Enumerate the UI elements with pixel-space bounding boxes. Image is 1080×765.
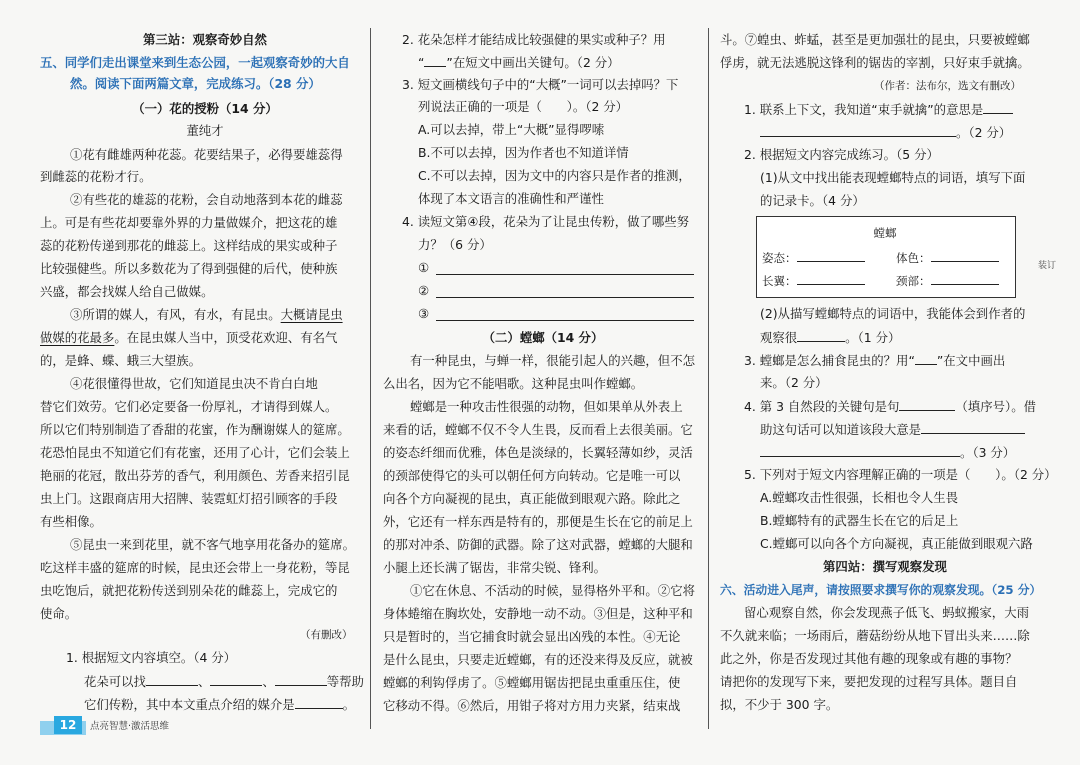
question-3-cont: 列说法正确的一项是（ ）。（2 分） bbox=[418, 99, 629, 114]
p1-paragraph-5-cont: 吃这样丰盛的筵席的时候，昆虫还会带上一身花粉，等昆 bbox=[40, 560, 350, 575]
answer-blank[interactable] bbox=[983, 99, 1013, 114]
r2-score: 。（1 分） bbox=[845, 330, 901, 345]
binding-edge-mark: 装订 bbox=[1038, 261, 1057, 271]
p2-source-note: （作者：法布尔，选文有删改） bbox=[874, 80, 1021, 92]
p1-paragraph-2-cont: 兴盛，都会找媒人给自己做媒。 bbox=[40, 284, 214, 299]
r4-text-a: 4. 第 3 自然段的关键句是句 bbox=[744, 399, 900, 414]
card-blank-body-color[interactable] bbox=[931, 247, 999, 262]
answer-blank[interactable] bbox=[146, 671, 198, 686]
question-2-cont bbox=[418, 52, 620, 73]
question-2: 2. 花朵怎样才能结成比较强健的果实或种子？用 bbox=[402, 32, 666, 47]
p1-paragraph-1: ①花有雌雄两种花蕊。花要结果子，必得要雄蕊得 bbox=[70, 147, 343, 162]
question-4-cont: 力？（6 分） bbox=[418, 237, 492, 252]
card-label-posture: 姿态： bbox=[762, 251, 797, 265]
question-r4 bbox=[744, 396, 1036, 417]
question-1: 1. 根据短文内容填空。（4 分） bbox=[66, 650, 237, 665]
p1-paragraph-2: ②有些花的雄蕊的花粉，会自动地落到本花的雌蕊 bbox=[70, 192, 343, 207]
answer-blank[interactable] bbox=[275, 671, 327, 686]
question-1-blanks bbox=[84, 671, 364, 692]
p1-paragraph-5: ⑤昆虫一来到花里，就不客气地享用花备办的筵席。 bbox=[70, 537, 355, 552]
q1-text-b: 等帮助 bbox=[326, 674, 364, 689]
answer-blank[interactable] bbox=[921, 419, 1025, 434]
question-r2-sub2-cont bbox=[760, 327, 900, 348]
q2-quote-open: “ bbox=[418, 55, 425, 70]
question-r1 bbox=[744, 99, 1013, 120]
answer-blank[interactable] bbox=[210, 671, 262, 686]
p2-paragraph-2-cont: 来看的话，螳螂不仅不令人生畏，反而看上去很美丽。它 bbox=[383, 422, 693, 437]
station4-title: 第四站：撰写观察发现 bbox=[823, 559, 947, 574]
r4-text-b: （填序号）。借 bbox=[955, 399, 1036, 414]
answer-line[interactable] bbox=[436, 274, 694, 275]
p1-paragraph-4: ④花很懂得世故，它们知道昆虫决不肯白白地 bbox=[70, 376, 318, 391]
q3-option-c-cont: 体现了本文语言的准确性和严谨性 bbox=[418, 191, 604, 206]
p2-paragraph-2-cont: 外，它还有一样东西是特有的，那便是生长在它的前足上 bbox=[383, 514, 693, 529]
column-divider-right bbox=[708, 28, 709, 729]
q5-option-c[interactable]: C.螳螂可以向各个方向凝视，真正能做到眼观六路 bbox=[760, 536, 1033, 551]
card-blank-wings[interactable] bbox=[797, 270, 865, 285]
passage2-title: （二）螳螂（14 分） bbox=[482, 330, 604, 345]
passage1-title: （一）花的授粉（14 分） bbox=[132, 101, 278, 116]
q1-text-d: 。 bbox=[342, 697, 356, 712]
p2-paragraph-1: 有一种昆虫，与蝉一样，很能引起人的兴趣，但不怎 bbox=[410, 353, 695, 368]
answer-blank[interactable] bbox=[899, 396, 955, 411]
question-r4-cont2 bbox=[760, 442, 1015, 463]
q3-option-a[interactable]: A.可以去掉，带上“大概”显得啰嗦 bbox=[418, 122, 605, 137]
card-field-wings bbox=[762, 270, 865, 291]
answer-blank[interactable] bbox=[424, 52, 446, 67]
card-blank-neck[interactable] bbox=[931, 270, 999, 285]
q2-quote-close: ”在短文中画出关键句。（2 分） bbox=[446, 55, 620, 70]
p1-paragraph-4-cont: 替它们效劳。它们必定要备一份厚礼，才请得到媒人。 bbox=[40, 399, 338, 414]
r3-text-b: ”在文中画出 bbox=[936, 353, 1006, 368]
question-r2-sub1: (1)从文中找出能表现螳螂特点的词语，填写下面 bbox=[760, 170, 1026, 185]
q5-option-a[interactable]: A.螳螂攻击性很强，长相也令人生畏 bbox=[760, 490, 959, 505]
p2-paragraph-2-cont: 向各个方向凝视的昆虫，真正能做到眼观六路。除此之 bbox=[383, 491, 681, 506]
q1-separator: 、 bbox=[197, 674, 211, 689]
answer-blank[interactable] bbox=[760, 442, 960, 457]
p1-paragraph-5-cont: 虫吃饱后，就把花粉传送到别朵花的雌蕊上，完成它的 bbox=[40, 583, 338, 598]
page-number: 12 bbox=[54, 716, 82, 734]
section5-instruction: 五、同学们走出课堂来到生态公园，一起观察奇妙的大自 bbox=[40, 55, 350, 70]
p2-paragraph-1-cont: 么出名，因为它不能唱歌。这种昆虫叫作螳螂。 bbox=[383, 376, 644, 391]
p2-paragraph-2-cont: 小腿上还长满了锯齿，非常尖锐、锋利。 bbox=[383, 560, 607, 575]
p2-paragraph-2: 螳螂是一种攻击性很强的动物，但如果单从外表上 bbox=[410, 399, 683, 414]
answer-line[interactable] bbox=[436, 297, 694, 298]
series-name: 点亮智慧·激活思维 bbox=[90, 721, 170, 732]
question-4: 4. 读短文第④段，花朵为了让昆虫传粉，做了哪些努 bbox=[402, 214, 690, 229]
p1-paragraph-3-cont: 的，是蜂、蝶、蛾三大望族。 bbox=[40, 353, 202, 368]
station3-title: 第三站：观察奇妙自然 bbox=[143, 32, 267, 47]
p1-paragraph-2-cont: 上。可是有些花却要靠外界的力量做媒介，把这花的雄 bbox=[40, 215, 338, 230]
question-3: 3. 短文画横线句子中的“大概”一词可以去掉吗？下 bbox=[402, 77, 679, 92]
q4-answer-label-3: ③ bbox=[418, 306, 430, 321]
r1-score: 。（2 分） bbox=[956, 125, 1012, 140]
section6-prompt-cont: 此之外，你是否发现过其他有趣的现象或有趣的事物？ bbox=[720, 651, 1018, 666]
p1-paragraph-3-text: ③所谓的媒人，有风，有水，有昆虫。 bbox=[70, 307, 281, 322]
p1-paragraph-2-cont: 蕊的花粉传递到那花的雌蕊上。这样结成的果实或种子 bbox=[40, 238, 338, 253]
p1-paragraph-3 bbox=[70, 305, 343, 325]
card-field-body-color bbox=[896, 247, 999, 268]
section6-prompt-cont: 拟，不少于 300 字。 bbox=[720, 697, 839, 712]
answer-line[interactable] bbox=[436, 320, 694, 321]
card-field-neck bbox=[896, 270, 999, 291]
answer-blank[interactable] bbox=[295, 694, 343, 709]
section6-instruction: 六、活动进入尾声，请按照要求撰写你的观察发现。（25 分） bbox=[720, 583, 1042, 597]
p2-paragraph-2-cont: 的颈部使得它的头可以朝任何方向转动。它是唯一可以 bbox=[383, 468, 681, 483]
section5-instruction-cont: 然。阅读下面两篇文章，完成练习。（28 分） bbox=[70, 76, 321, 91]
card-label-body-color: 体色： bbox=[896, 251, 931, 265]
card-blank-posture[interactable] bbox=[797, 247, 865, 262]
question-r3 bbox=[744, 350, 1005, 371]
p2-paragraph-3: ①它在休息、不活动的时候，显得格外平和。②它将 bbox=[410, 583, 695, 598]
question-r1-cont bbox=[760, 122, 1011, 143]
p1-paragraph-4-cont: 有些相像。 bbox=[40, 514, 102, 529]
passage1-author: 董纯才 bbox=[186, 123, 224, 138]
p1-paragraph-3-rest: 。在昆虫媒人当中，顶受花欢迎、有名气 bbox=[114, 330, 338, 345]
p1-source-note: （有删改） bbox=[300, 629, 353, 641]
p1-paragraph-1-cont: 到雌蕊的花粉才行。 bbox=[40, 169, 152, 184]
p1-paragraph-5-cont: 使命。 bbox=[40, 606, 78, 621]
card-label-wings: 长翼： bbox=[762, 274, 797, 288]
r1-text: 1. 联系上下文，我知道“束手就擒”的意思是 bbox=[744, 102, 984, 117]
answer-blank[interactable] bbox=[760, 122, 956, 137]
p2-paragraph-2-cont: 的那对冲杀、防御的武器。除了这对武器，螳螂的大腿和 bbox=[383, 537, 693, 552]
section6-prompt-cont: 请把你的发现写下来，要把发现的过程写具体。题目自 bbox=[720, 674, 1018, 689]
section6-prompt-cont: 不久就来临；一场雨后，蘑菇纷纷从地下冒出头来……除 bbox=[720, 628, 1030, 643]
card-field-posture bbox=[762, 247, 865, 268]
p1-paragraph-2-cont: 比较强健些。所以多数花为了得到强健的后代，使种族 bbox=[40, 261, 338, 276]
p2-paragraph-3-cont: 只是暂时的，当它捕食时就会显出凶残的本性。④无论 bbox=[383, 629, 681, 644]
p1-paragraph-4-cont: 花恐怕昆虫不知道它们有花蜜，还用了心计，它们会装上 bbox=[40, 445, 350, 460]
q1-text-a: 花朵可以找 bbox=[84, 674, 146, 689]
answer-blank[interactable] bbox=[915, 350, 937, 365]
q1-separator: 、 bbox=[262, 674, 275, 689]
p2-paragraph-3-cont: 斗。⑦蝗虫、蚱蜢，甚至是更加强壮的昆虫，只要被螳螂 bbox=[720, 32, 1030, 47]
question-r3-cont: 来。（2 分） bbox=[760, 375, 828, 390]
p2-paragraph-3-cont: 身体蜷缩在胸坎处，安静地一动不动。③但是，这种平和 bbox=[383, 606, 693, 621]
question-1-media bbox=[84, 694, 355, 715]
p1-paragraph-3-cont bbox=[40, 328, 337, 348]
r4-text-c: 助这句话可以知道该段大意是 bbox=[760, 422, 922, 437]
q3-option-c[interactable]: C.不可以去掉，因为文中的内容只是作者的推测， bbox=[418, 168, 691, 183]
p1-paragraph-4-cont: 艳丽的花冠，散出芬芳的香气，利用颜色、芳香来招引昆 bbox=[40, 468, 350, 483]
p2-paragraph-3-cont: 俘虏，就无法逃脱这锋利的锯齿的宰割，只好束手就擒。 bbox=[720, 55, 1030, 70]
p2-paragraph-3-cont: 它移动不得。⑥然后，用钳子将对方用力夹紧，结束战 bbox=[383, 698, 681, 713]
record-card-title: 螳螂 bbox=[873, 226, 897, 240]
q4-answer-label-2: ② bbox=[418, 283, 430, 298]
q3-option-b[interactable]: B.不可以去掉，因为作者也不知道详情 bbox=[418, 145, 629, 160]
column-divider-left bbox=[370, 28, 371, 729]
question-r5: 5. 下列对于短文内容理解正确的一项是（ ）。（2 分） bbox=[744, 467, 1057, 482]
q5-option-b[interactable]: B.螳螂特有的武器生长在它的后足上 bbox=[760, 513, 959, 528]
p1-paragraph-4-cont: 虫上门。这跟商店用大招牌、装霓虹灯招引顾客的手段 bbox=[40, 491, 338, 506]
r3-text-a: 3. 螳螂是怎么捕食昆虫的？用“ bbox=[744, 353, 915, 368]
answer-blank[interactable] bbox=[797, 327, 845, 342]
question-r4-cont bbox=[760, 419, 1025, 440]
question-r2: 2. 根据短文内容完成练习。（5 分） bbox=[744, 147, 939, 162]
r4-score: 。（3 分） bbox=[960, 445, 1016, 460]
p1-paragraph-4-cont: 所以它们特别制造了香甜的花蜜，作为酬谢媒人的筵席。 bbox=[40, 422, 350, 437]
r2-text: 观察很 bbox=[760, 330, 798, 345]
q1-text-c: 它们传粉，其中本文重点介绍的媒介是 bbox=[84, 697, 295, 712]
p2-paragraph-2-cont: 的姿态纤细而优雅，体色是淡绿的，长翼轻薄如纱，灵活 bbox=[383, 445, 693, 460]
q4-answer-label-1: ① bbox=[418, 260, 430, 275]
underlined-sentence-cont: 做媒的花最多 bbox=[40, 330, 115, 345]
question-r2-sub1-cont: 的记录卡。（4 分） bbox=[760, 193, 865, 208]
underlined-sentence: 大概请昆虫 bbox=[280, 307, 343, 322]
section6-prompt: 留心观察自然，你会发现燕子低飞、蚂蚁搬家，大雨 bbox=[744, 605, 1029, 620]
p2-paragraph-3-cont: 螳螂的利钩俘虏了。⑤螳螂用锯齿把昆虫重重压住，使 bbox=[383, 675, 681, 690]
card-label-neck: 颈部： bbox=[896, 274, 931, 288]
question-r2-sub2: (2)从描写螳螂特点的词语中，我能体会到作者的 bbox=[760, 306, 1026, 321]
p2-paragraph-3-cont: 是什么昆虫，只要走近螳螂，有的还没来得及反应，就被 bbox=[383, 652, 693, 667]
